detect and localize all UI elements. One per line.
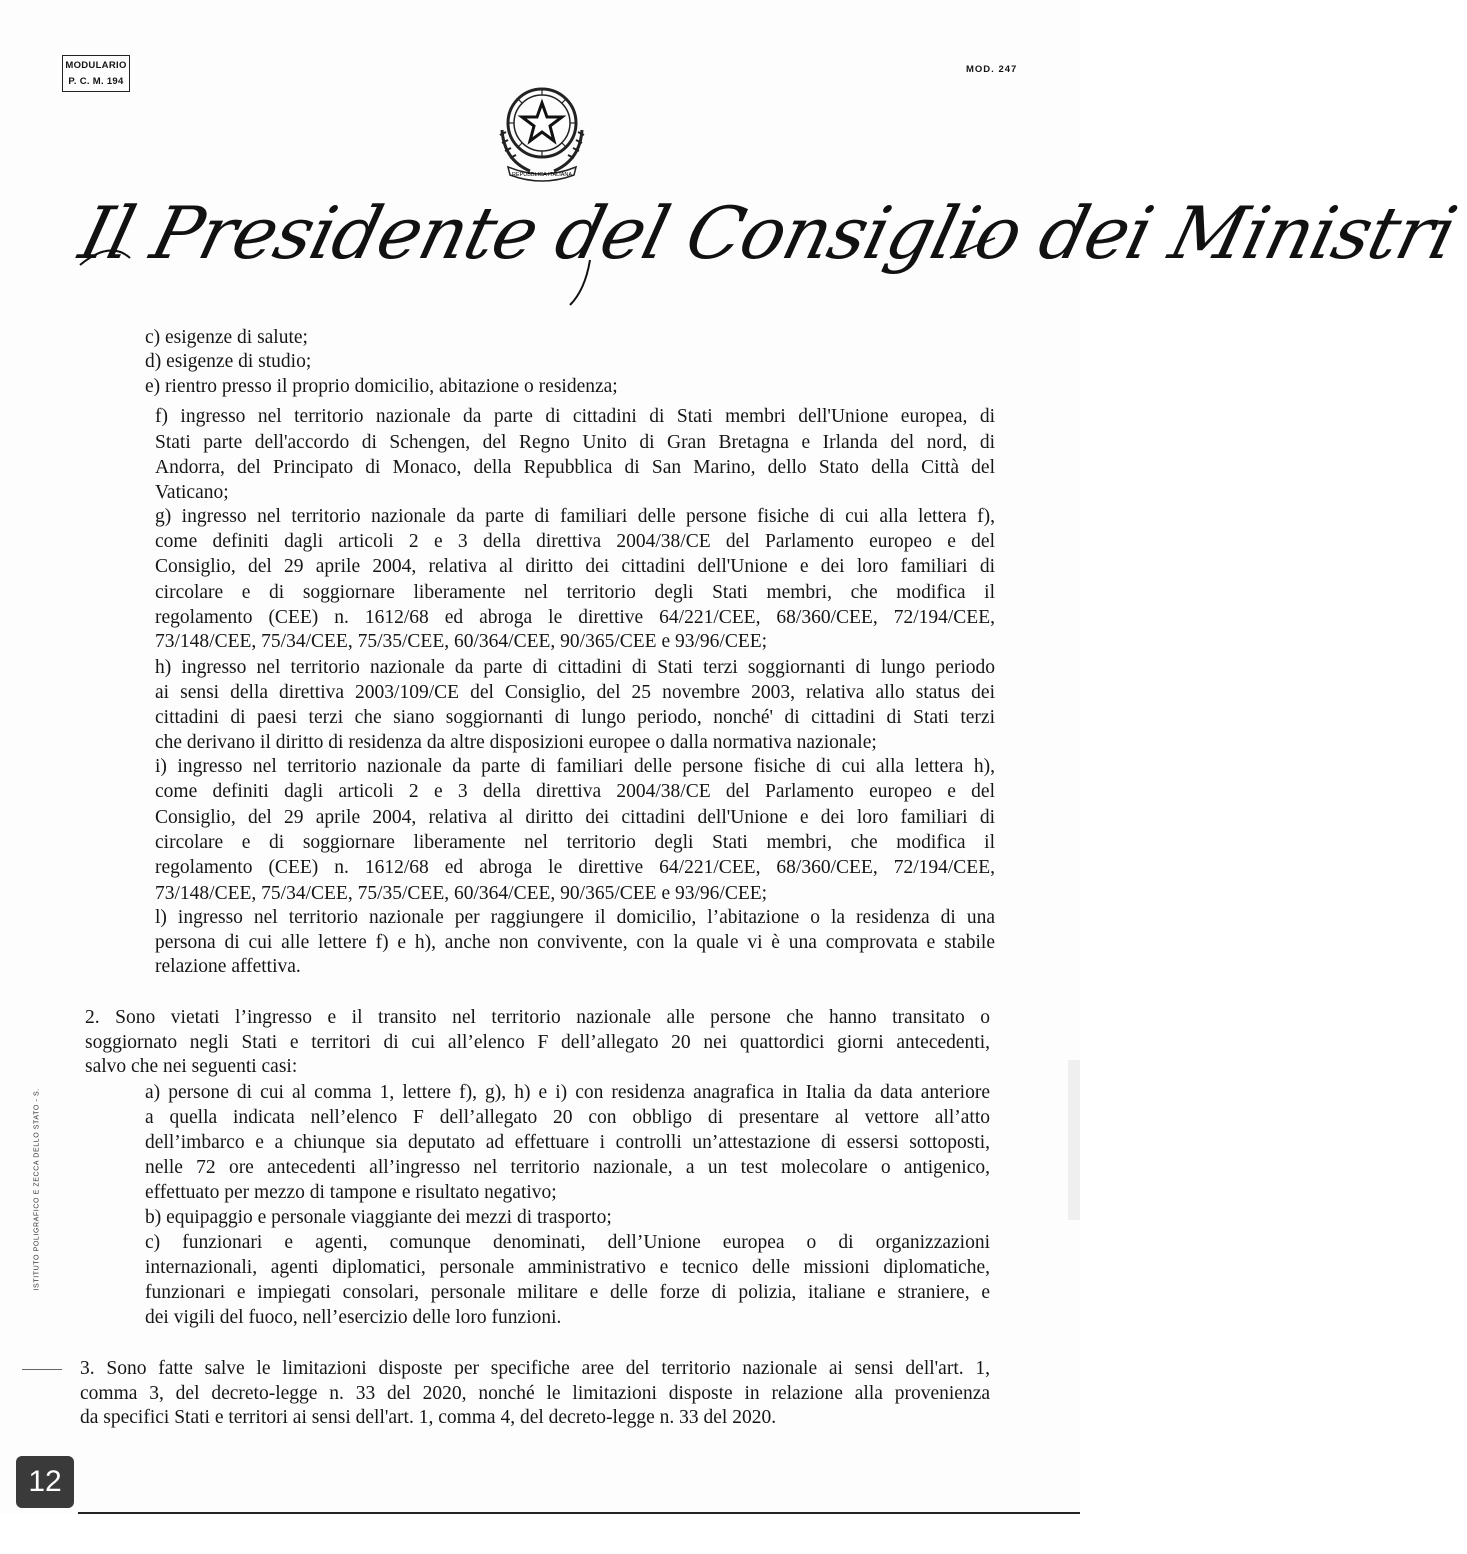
text-line: c) funzionari e agenti, comunque denominati, dell’Unione europea o di organizzazioni [145,1232,990,1253]
page-edge-shadow [1068,1060,1080,1220]
text-line: b) equipaggio e personale viaggiante dei mezzi di trasporto; [145,1207,612,1228]
text-line: nelle 72 ore antecedenti all’ingresso nel territorio nazionale, a un test molecolare o antigenico, [145,1157,990,1178]
text-line: Consiglio, del 29 aprile 2004, relativa al diritto dei cittadini dell'Unione e dei loro familiari di [155,556,995,577]
text-line: come definiti dagli articoli 2 e 3 della direttiva 2004/38/CE del Parlamento europeo e del [155,781,995,802]
text-line: Andorra, del Principato di Monaco, della Repubblica di San Marino, dello Stato della Città del [155,457,995,478]
bottom-strip [0,1514,1080,1554]
letterhead-flourish-icon [70,180,1010,310]
modulario-label: MODULARIO [65,60,127,71]
mod-code: MOD. 247 [966,64,1018,75]
text-line: dell’imbarco e a chiunque sia deputato ad effettuare i controlli un’attestazione di essersi sottoposti, [145,1132,990,1153]
text-line: circolare e di soggiornare liberamente nel territorio degli Stati membri, che modifica il [155,582,995,603]
text-line: g) ingresso nel territorio nazionale da parte di familiari delle persone fisiche di cui alla lettera f), [155,506,995,527]
text-line: i) ingresso nel territorio nazionale da parte di familiari delle persone fisiche di cui alla lettera h), [155,756,995,777]
text-line: regolamento (CEE) n. 1612/68 ed abroga le direttive 64/221/CEE, 68/360/CEE, 72/194/CEE, [155,607,995,628]
text-line: Stati parte dell'accordo di Schengen, del Regno Unito di Gran Bretagna e Irlanda del nord, di [155,432,995,453]
text-line: dei vigili del fuoco, nell’esercizio delle loro funzioni. [145,1307,562,1328]
text-line: 73/148/CEE, 75/34/CEE, 75/35/CEE, 60/364/CEE, 90/365/CEE e 93/96/CEE; [155,631,768,652]
text-line: comma 3, del decreto-legge n. 33 del 2020, nonché le limitazioni disposte in relazione alla provenienza [80,1383,990,1404]
text-line: soggiornato negli Stati e territori di cui all’elenco F dell’allegato 20 nei quattordici giorni antecedenti, [85,1032,990,1053]
printer-side-note [32,1082,42,1292]
text-line: 3. Sono fatte salve le limitazioni disposte per specifiche aree del territorio nazionale ai sensi dell'art. 1, [80,1358,990,1379]
page-number-badge: 12 [16,1456,74,1508]
letterhead-title: Il Presidente del Consiglio dei Ministri [72,191,1465,275]
text-line: da specifici Stati e territori ai sensi dell'art. 1, comma 4, del decreto-legge n. 33 del 2020. [80,1407,777,1428]
emblem-ribbon-text: REPUBBLICA ITALIANA [511,172,573,178]
text-line: circolare e di soggiornare liberamente nel territorio degli Stati membri, che modifica il [155,832,995,853]
text-line: ai sensi della direttiva 2003/109/CE del Consiglio, del 25 novembre 2003, relativa allo status dei [155,682,995,703]
text-line: h) ingresso nel territorio nazionale da parte di cittadini di Stati terzi soggiornanti di lungo periodo [155,657,995,678]
text-line: relazione affettiva. [155,956,301,977]
text-line: a quella indicata nell’elenco F dell’allegato 20 con obbligo di presentare al vettore all’atto [145,1107,990,1128]
modulario-code: P. C. M. 194 [68,76,124,87]
text-line: l) ingresso nel territorio nazionale per raggiungere il domicilio, l’abitazione o la residenza di una [155,907,995,928]
text-line: 73/148/CEE, 75/34/CEE, 75/35/CEE, 60/364/CEE, 90/365/CEE e 93/96/CEE; [155,883,768,904]
text-line: 2. Sono vietati l’ingresso e il transito nel territorio nazionale alle persone che hanno transitato o [85,1007,990,1028]
text-line: d) esigenze di studio; [145,351,312,372]
text-line: f) ingresso nel territorio nazionale da parte di cittadini di Stati membri dell'Unione europea, di [155,406,995,427]
side-note-text: ISTITUTO POLIGRAFICO E ZECCA DELLO STATO - S. [33,1088,41,1291]
text-line: che derivano il diritto di residenza da altre disposizioni europee o dalla normativa nazionale; [155,732,877,753]
text-line: cittadini di paesi terzi che siano soggiornanti di lungo periodo, nonché' di cittadini di Stati terzi [155,707,995,728]
text-line: come definiti dagli articoli 2 e 3 della direttiva 2004/38/CE del Parlamento europeo e del [155,531,995,552]
text-line: c) esigenze di salute; [145,327,308,348]
text-line: Consiglio, del 29 aprile 2004, relativa al diritto dei cittadini dell'Unione e dei loro familiari di [155,807,995,828]
margin-dash [22,1369,62,1370]
text-line: e) rientro presso il proprio domicilio, abitazione o residenza; [145,376,618,397]
text-line: effettuato per mezzo di tampone e risultato negativo; [145,1182,557,1203]
text-line: regolamento (CEE) n. 1612/68 ed abroga le direttive 64/221/CEE, 68/360/CEE, 72/194/CEE, [155,857,995,878]
italian-emblem-icon [490,75,594,185]
text-line: funzionari e impiegati consolari, personale militare e delle forze di polizia, italiane e straniere, e [145,1282,990,1303]
text-line: Vaticano; [155,482,229,503]
text-line: a) persone di cui al comma 1, lettere f), g), h) e i) con residenza anagrafica in Italia da data anteriore [145,1082,990,1103]
text-line: persona di cui alle lettere f) e h), anche non convivente, con la quale vi è una comprovata e stabile [155,932,995,953]
text-line: internazionali, agenti diplomatici, personale amministrativo e tecnico delle missioni diplomatiche, [145,1257,990,1278]
text-line: salvo che nei seguenti casi: [85,1056,298,1077]
modulario-box [62,55,130,92]
